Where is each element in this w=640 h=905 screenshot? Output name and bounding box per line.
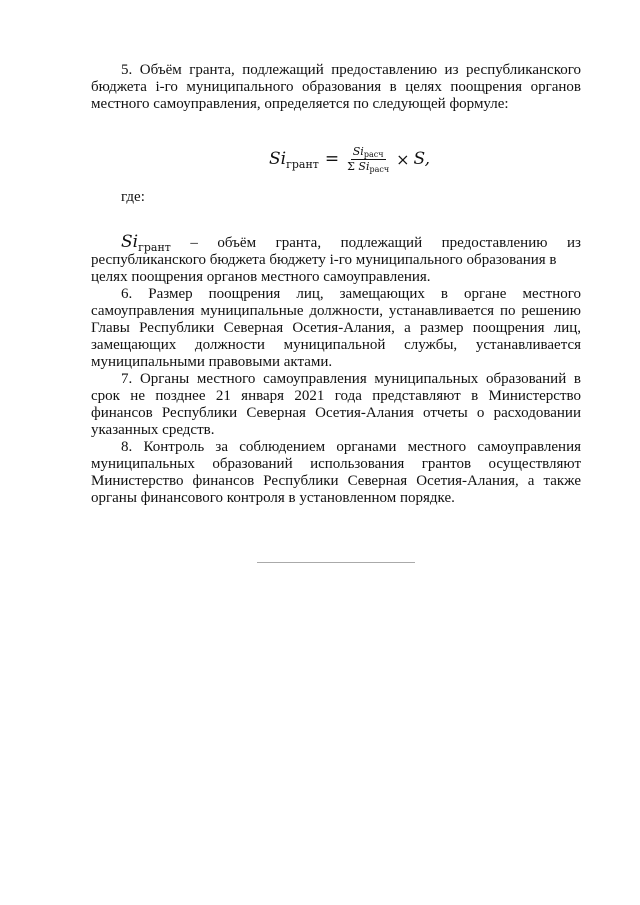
formula-rhs: S, — [413, 149, 430, 169]
formula-lhs — [269, 149, 319, 169]
formula-denominator — [345, 160, 391, 174]
definition-word: гранта, — [275, 235, 322, 251]
formula-den-var: Si — [358, 159, 370, 173]
formula-den-sub: расч — [369, 164, 390, 174]
definition-block — [91, 234, 581, 507]
grant-formula — [269, 143, 430, 175]
definition-symbol-sub: грант — [138, 241, 171, 254]
formula-equals: = — [324, 149, 340, 169]
definition-word: подлежащий — [340, 235, 423, 251]
document-page — [91, 62, 581, 113]
definition-symbol-var: Si — [121, 232, 139, 252]
paragraph-5: 5. Объём гранта, подлежащий предоставлению из республиканского бюджета i-го муниципального образования в целях поощрения органов местного самоуправления, определяется по следующей формуле: — [91, 62, 581, 112]
end-divider — [257, 562, 415, 563]
formula-times: × — [396, 149, 410, 169]
formula-fraction — [345, 145, 391, 174]
definition-line-3: целях поощрения органов местного самоуправления. — [91, 269, 431, 285]
formula-numerator — [351, 145, 386, 160]
formula-lhs-var: Si — [269, 149, 287, 169]
formula-sum-sign: Σ — [347, 159, 355, 173]
definition-word: предоставлению — [441, 235, 548, 251]
formula-num-sub: расч — [363, 149, 384, 159]
paragraph-8: 8. Контроль за соблюдением органами местного самоуправления муниципальных образований использования грантов осуществляют Министерство финансов Республики Северная Осетия-Алания, а также органы финансового контроля в установленном порядке. — [91, 439, 581, 506]
formula-num-var: Si — [352, 144, 364, 158]
definition-symbol — [121, 234, 171, 252]
definition-first-line — [91, 234, 581, 252]
paragraph-7: 7. Органы местного самоуправления муниципальных образований в срок не позднее 21 января 2021 года представляют в Министерство финансов Республики Северная Осетия-Алания отчеты о расходовании указанных средств. — [91, 371, 581, 438]
paragraph-6: 6. Размер поощрения лиц, замещающих в органе местного самоуправления муниципальные должности, устанавливается по решению Главы Республики Северная Осетия-Алания, а размер поощрения лиц, замещающих должности муниципальной службы, устанавливается муниципальными правовыми актами. — [91, 286, 581, 370]
formula-lhs-sub: грант — [286, 158, 319, 171]
definition-word: – — [190, 235, 198, 251]
definition-word: объём — [217, 235, 257, 251]
definition-line-2: республиканского бюджета бюджету i-го муниципального образования в — [91, 252, 557, 268]
definition-word: из — [566, 235, 581, 251]
where-label: где: — [121, 189, 145, 205]
